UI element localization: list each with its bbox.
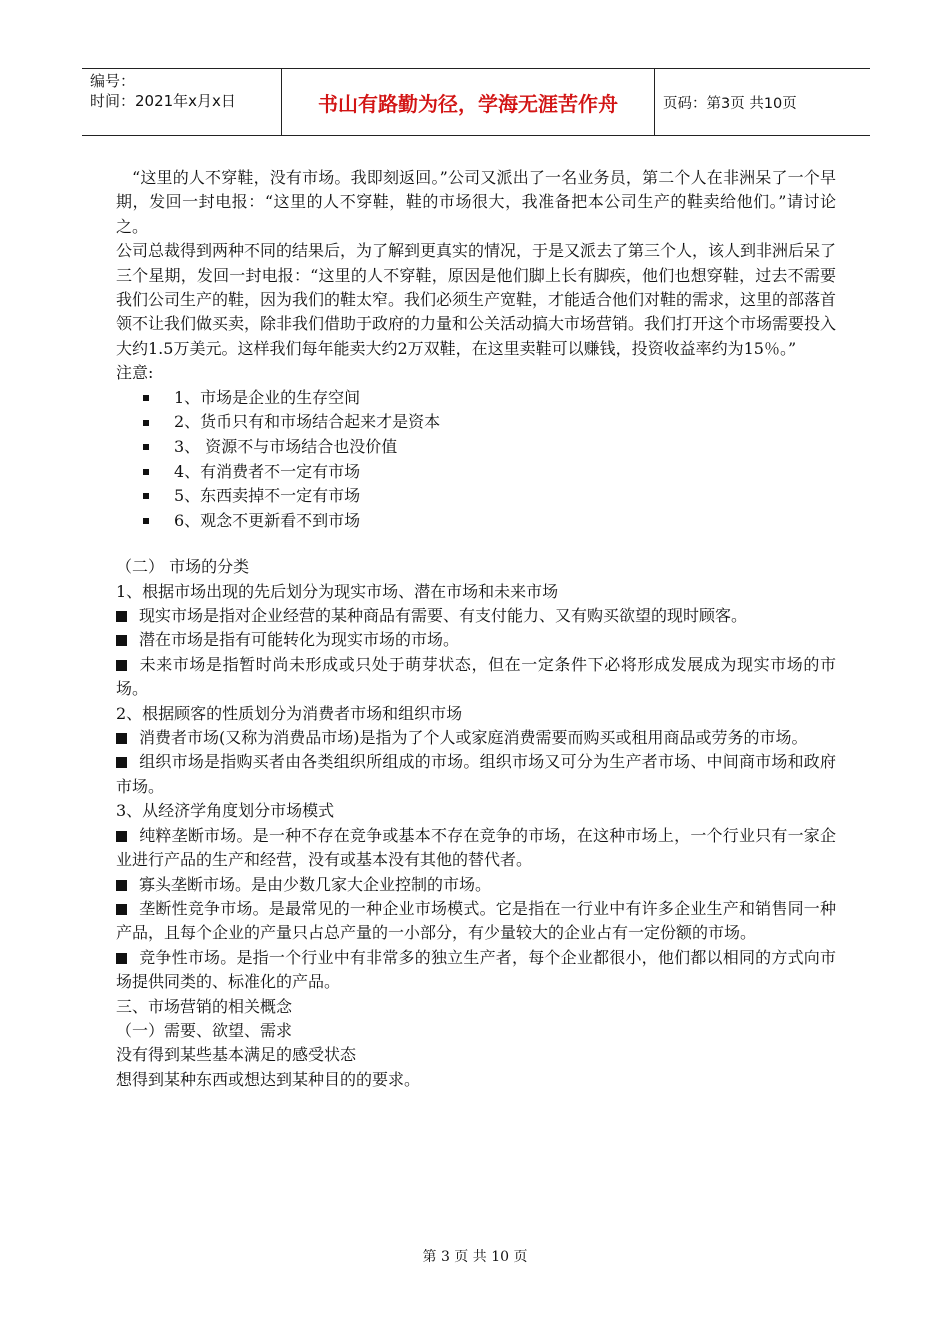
category-item: 未来市场是指暂时尚未形成或只处于萌芽状态，但在一定条件下必将形成发展成为现实市场的市场。 [116,654,836,699]
category-3-title: 3、从经济学角度划分市场模式 [116,801,335,821]
category-item: 垄断性竞争市场。是最常见的一种企业市场模式。它是指在一行业中有许多企业生产和销售同一种产品，且每个企业的产量只占总产量的一小部分，有少量较大的企业占有一定份额的市场。 [116,898,836,943]
header-page-info: 页码：第3页 共10页 [663,95,797,112]
text-line: 想得到某种东西或想达到某种目的的要求。 [116,1069,421,1089]
square-bullet-icon [116,953,127,964]
note-item: 4、有消费者不一定有市场 [116,459,836,484]
note-item: 3、 资源不与市场结合也没价值 [116,435,836,460]
bullet-icon [143,518,149,524]
bullet-icon [143,444,149,450]
subsection-title-needs: （一）需要、欲望、需求 [116,1020,293,1040]
category-item: 现实市场是指对企业经营的某种商品有需要、有支付能力、又有购买欲望的现时顾客。 [116,604,836,628]
square-bullet-icon [116,757,127,768]
square-bullet-icon [116,880,127,891]
category-item: 竞争性市场。是指一个行业中有非常多的独立生产者，每个企业都很小，他们都以相同的方式向市场提供同类的、标准化的产品。 [116,947,836,992]
spacer [116,533,836,555]
category-item: 消费者市场(又称为消费品市场)是指为了个人或家庭消费需要而购买或租用商品或劳务的市场。 [116,726,836,750]
square-bullet-icon [116,831,127,842]
header-motto: 书山有路勤为径，学海无涯苦作舟 [282,69,655,135]
bullet-icon [143,420,149,426]
bullet-icon [143,469,149,475]
category-1-title: 1、根据市场出现的先后划分为现实市场、潜在市场和未来市场 [116,581,559,601]
intro-paragraph-1: “这里的人不穿鞋，没有市场。我即刻返回。”公司又派出了一名业务员，第二个人在非洲呆了一个早期，发回一封电报：“这里的人不穿鞋，鞋的市场很大，我准备把本公司生产的鞋卖给他们。”请讨论之。 [116,168,836,236]
category-item: 组织市场是指购买者由各类组织所组成的市场。组织市场又可分为生产者市场、中间商市场和政府市场。 [116,752,836,796]
note-item: 6、观念不更新看不到市场 [116,509,836,534]
header-meta [82,69,282,135]
category-2-title: 2、根据顾客的性质划分为消费者市场和组织市场 [116,703,463,723]
note-label: 注意: [116,363,154,383]
page-footer: 第 3 页 共 10 页 [422,1249,528,1265]
section-title-classification: （二） 市场的分类 [116,557,250,577]
bullet-icon [143,395,149,401]
section-title-concepts: 三、市场营销的相关概念 [116,996,293,1016]
text-line: 没有得到某些基本满足的感受状态 [116,1045,357,1065]
code-label: 编号： [90,72,136,90]
category-item: 潜在市场是指有可能转化为现实市场的市场。 [116,628,836,652]
time-label: 时间：2021年x月x日 [90,92,236,110]
square-bullet-icon [116,635,127,646]
document-body [116,166,836,1092]
page-header [82,68,870,136]
note-item: 1、市场是企业的生存空间 [116,386,836,411]
note-item: 2、货币只有和市场结合起来才是资本 [116,410,836,435]
square-bullet-icon [116,611,127,622]
category-item: 寡头垄断市场。是由少数几家大企业控制的市场。 [116,873,836,897]
intro-paragraph-2: 公司总裁得到两种不同的结果后，为了解到更真实的情况，于是又派去了第三个人，该人到非洲后呆了三个星期，发回一封电报：“这里的人不穿鞋，原因是他们脚上长有脚疾，他们也想穿鞋，过去不需要我们公司生产的鞋，因为我们的鞋太窄。我们必须生产宽鞋，才能适合他们对鞋的需求，这里的部落首领不让我们做买卖，除非我们借助于政府的力量和公关活动搞大市场营销。我们打开这个市场需要投入大约1.5万美元。这样我们每年能卖大约2万双鞋，在这里卖鞋可以赚钱，投资收益率约为15％。” [116,241,837,358]
bullet-icon [143,493,149,499]
category-item: 纯粹垄断市场。是一种不存在竞争或基本不存在竞争的市场，在这种市场上，一个行业只有一家企业进行产品的生产和经营，没有或基本没有其他的替代者。 [116,825,836,870]
square-bullet-icon [116,660,127,671]
square-bullet-icon [116,904,127,915]
note-item: 5、东西卖掉不一定有市场 [116,484,836,509]
square-bullet-icon [116,733,127,744]
